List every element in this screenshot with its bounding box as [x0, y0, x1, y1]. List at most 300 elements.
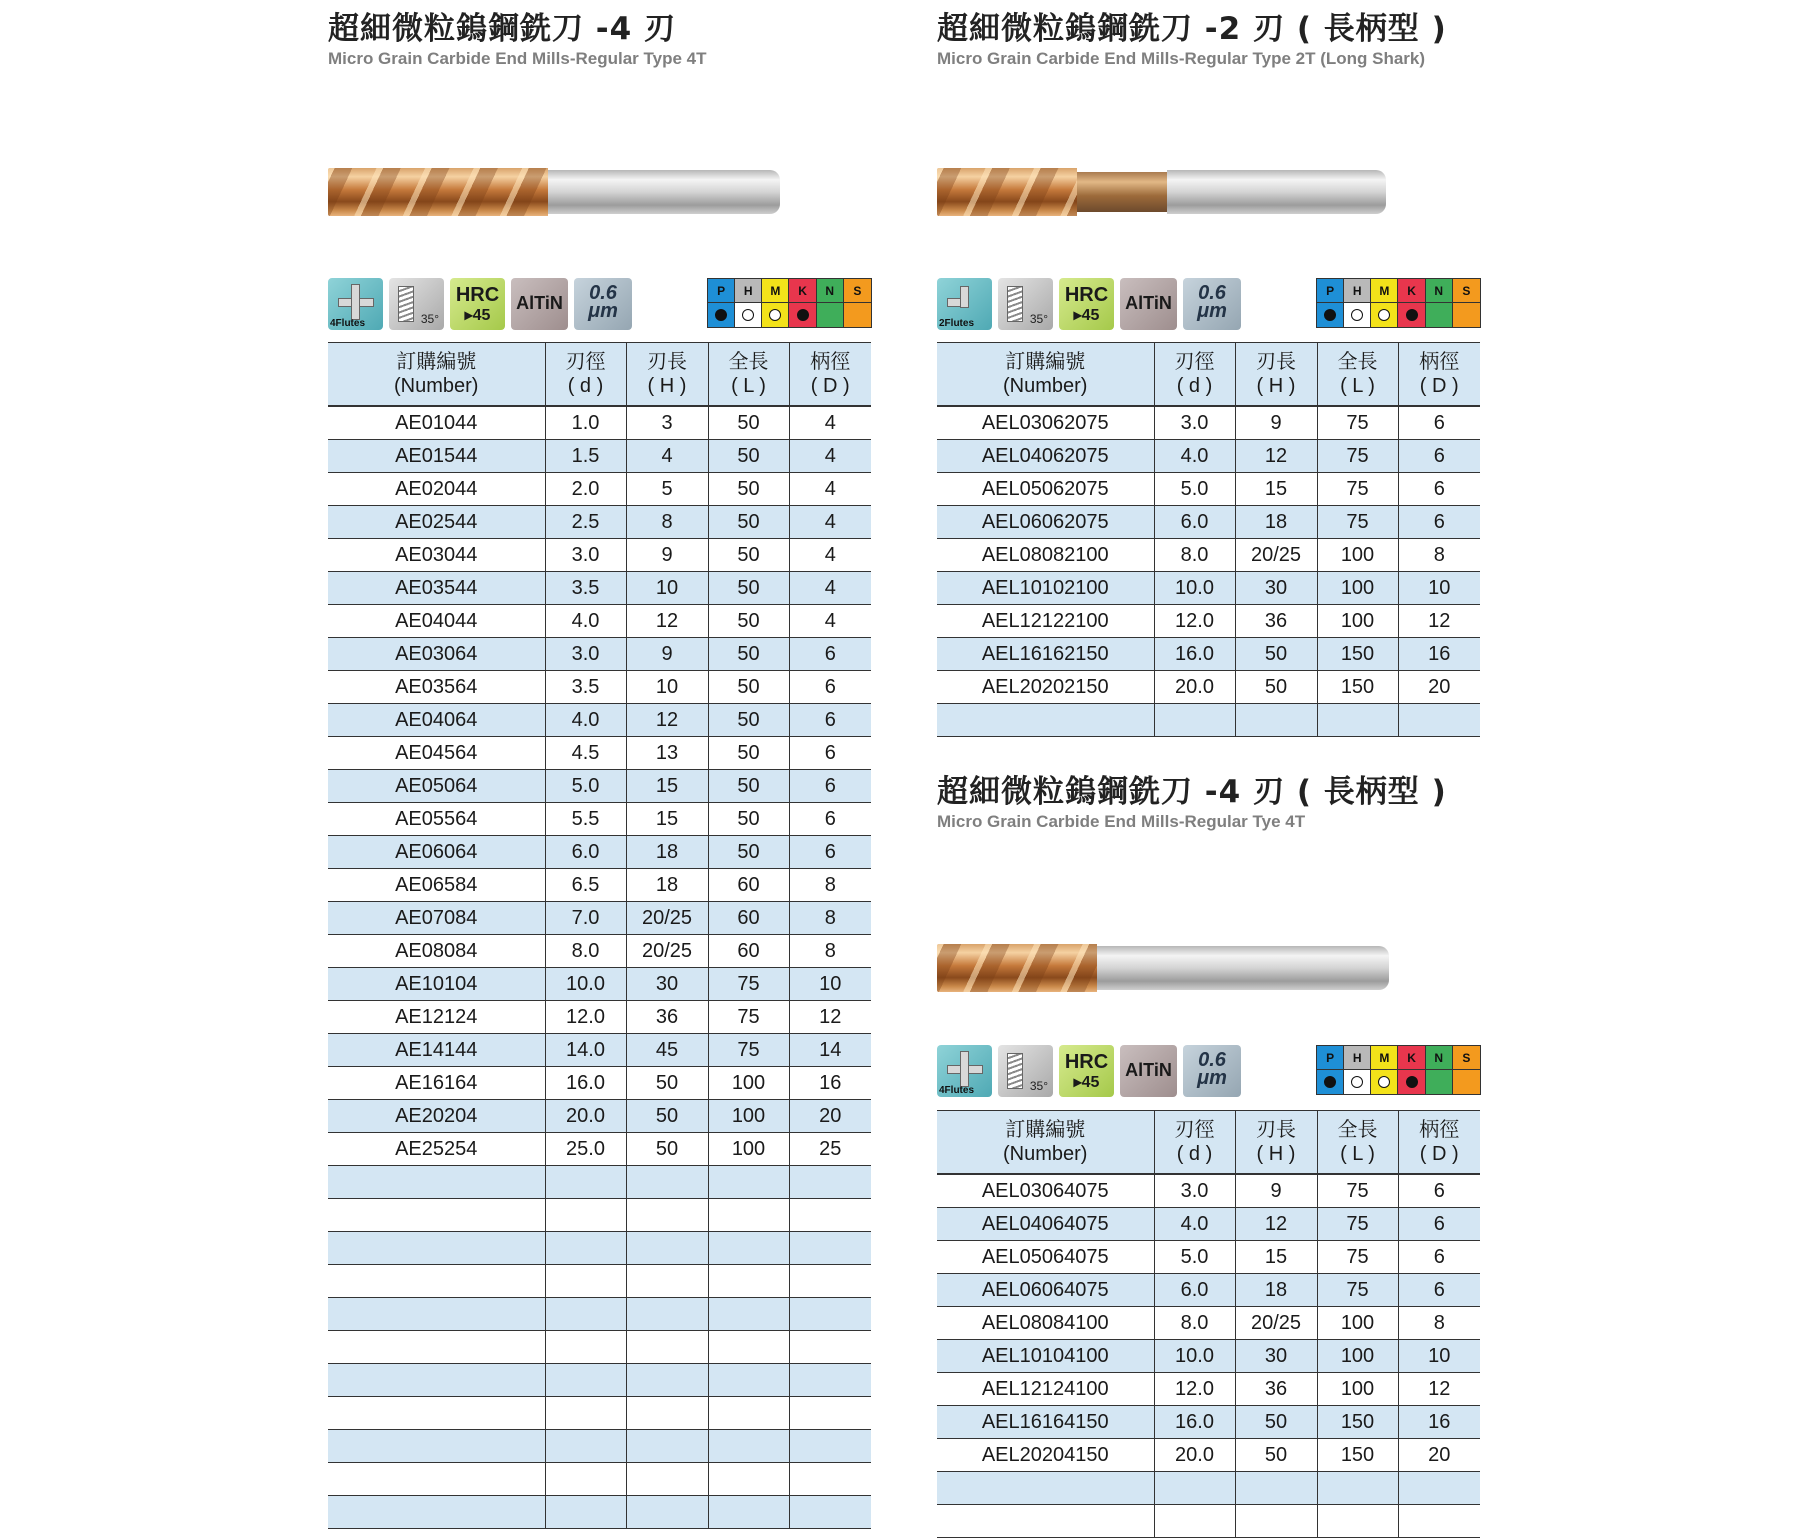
spec-table [937, 342, 1480, 737]
suitable-circle-icon [1378, 1076, 1390, 1088]
cell-number: AE25254 [328, 1133, 545, 1166]
cell-dd: 20 [1398, 671, 1480, 704]
cell-number: AE03044 [328, 539, 545, 572]
recommended-dot-icon [715, 309, 727, 321]
cell-h: 18 [626, 836, 708, 869]
cell-h: 30 [626, 968, 708, 1001]
column-header-l: 全長 ( L ) [708, 343, 789, 407]
material-n-header: N [1426, 1046, 1453, 1070]
cell-dd: 6 [1398, 506, 1480, 539]
cell-h: 50 [1235, 638, 1317, 671]
material-m-header: M [1371, 279, 1398, 303]
cell-number: AEL04064075 [937, 1208, 1154, 1241]
cell-l [708, 1463, 789, 1496]
cell-l: 50 [708, 440, 789, 473]
table-row [937, 440, 1480, 473]
cell-number [328, 1496, 545, 1529]
cell-l: 50 [708, 770, 789, 803]
end-mill-image [328, 168, 780, 216]
cell-h: 50 [1235, 1439, 1317, 1472]
cell-dd [789, 1298, 871, 1331]
cell-l: 75 [708, 1034, 789, 1067]
material-n-header: N [817, 279, 844, 303]
table-row [937, 1307, 1480, 1340]
cell-l: 100 [1317, 1373, 1398, 1406]
section-title: 超細微粒鎢鋼銑刀 -4 刃 ( 長柄型 ) [937, 774, 1447, 810]
material-k-cell [1398, 1070, 1425, 1094]
cell-l: 75 [1317, 1241, 1398, 1274]
hardness-icon: HRC ▸45 [1059, 278, 1114, 330]
cell-l: 50 [708, 539, 789, 572]
cell-dd: 6 [1398, 440, 1480, 473]
cell-number: AEL16162150 [937, 638, 1154, 671]
section-title: 超細微粒鎢鋼銑刀 -2 刃 ( 長柄型 ) [937, 11, 1447, 47]
cell-number: AE16164 [328, 1067, 545, 1100]
cell-d: 10.0 [1154, 1340, 1235, 1373]
table-row [328, 968, 871, 1001]
cell-number: AE05064 [328, 770, 545, 803]
cell-d [1154, 1505, 1235, 1538]
cell-dd [1398, 704, 1480, 737]
cell-h: 36 [626, 1001, 708, 1034]
material-chart [1316, 1045, 1481, 1095]
cell-l [708, 1265, 789, 1298]
cell-d: 6.5 [545, 869, 626, 902]
cell-h [626, 1298, 708, 1331]
cell-number: AEL04062075 [937, 440, 1154, 473]
section-subtitle: Micro Grain Carbide End Mills-Regular Type 4T [328, 49, 707, 68]
cell-h: 50 [1235, 671, 1317, 704]
cell-h [626, 1265, 708, 1298]
material-h-cell [1344, 303, 1371, 327]
table-row [937, 704, 1480, 737]
material-k-cell [789, 303, 816, 327]
cell-dd: 20 [789, 1100, 871, 1133]
material-p-header: P [1317, 279, 1344, 303]
material-p-cell [1317, 303, 1344, 327]
table-row [937, 1373, 1480, 1406]
cell-h: 20/25 [626, 902, 708, 935]
material-h-header: H [1344, 1046, 1371, 1070]
cell-l: 150 [1317, 1439, 1398, 1472]
section-subtitle: Micro Grain Carbide End Mills-Regular Type 2T (Long Shark) [937, 49, 1426, 68]
cell-dd: 10 [789, 968, 871, 1001]
cell-h: 12 [626, 704, 708, 737]
cell-d [545, 1463, 626, 1496]
cell-h: 15 [1235, 1241, 1317, 1274]
cell-d [545, 1430, 626, 1463]
cell-d: 7.0 [545, 902, 626, 935]
cell-d: 8.0 [545, 935, 626, 968]
material-h-header: H [1344, 279, 1371, 303]
cell-number: AEL03064075 [937, 1174, 1154, 1208]
cell-h: 20/25 [1235, 1307, 1317, 1340]
cell-h [626, 1331, 708, 1364]
cell-dd: 6 [789, 638, 871, 671]
cell-h: 50 [1235, 1406, 1317, 1439]
table-row [937, 671, 1480, 704]
material-s-header: S [1453, 279, 1480, 303]
table-row [328, 1298, 871, 1331]
table-row [328, 406, 871, 440]
table-row [328, 704, 871, 737]
cell-dd: 4 [789, 572, 871, 605]
flutes-icon: 4Flutes [328, 278, 383, 330]
section-4t [328, 10, 871, 70]
cell-d: 2.0 [545, 473, 626, 506]
table-header [937, 1111, 1480, 1175]
cell-dd: 20 [1398, 1439, 1480, 1472]
column-header-number: 訂購編號 (Number) [937, 343, 1154, 407]
table-row [328, 605, 871, 638]
suitable-circle-icon [769, 309, 781, 321]
cell-d [545, 1199, 626, 1232]
cell-dd: 8 [789, 935, 871, 968]
cell-d [1154, 704, 1235, 737]
cell-h: 12 [626, 605, 708, 638]
recommended-dot-icon [1324, 1076, 1336, 1088]
recommended-dot-icon [1406, 1076, 1418, 1088]
cell-l: 100 [708, 1100, 789, 1133]
cell-h [626, 1430, 708, 1463]
cell-d: 20.0 [545, 1100, 626, 1133]
cell-h: 36 [1235, 1373, 1317, 1406]
cell-l: 75 [1317, 1174, 1398, 1208]
table-row [328, 1100, 871, 1133]
cell-d: 4.0 [545, 704, 626, 737]
cell-d: 3.0 [1154, 406, 1235, 440]
cell-number [328, 1232, 545, 1265]
helix-angle-icon: 35° [389, 278, 444, 330]
cell-l: 50 [708, 473, 789, 506]
cell-dd [789, 1430, 871, 1463]
cell-d: 16.0 [545, 1067, 626, 1100]
coating-icon: AlTiN [1120, 1045, 1177, 1097]
cell-dd: 6 [1398, 1174, 1480, 1208]
cell-d: 6.0 [545, 836, 626, 869]
table-row [937, 1472, 1480, 1505]
cell-number: AE06064 [328, 836, 545, 869]
cell-l [708, 1298, 789, 1331]
cell-l: 50 [708, 704, 789, 737]
material-h-cell [735, 303, 762, 327]
cell-number: AEL08084100 [937, 1307, 1154, 1340]
cell-dd: 6 [789, 704, 871, 737]
cell-d: 8.0 [1154, 539, 1235, 572]
table-row [937, 539, 1480, 572]
grain-size-icon: 0.6 μm [1183, 1045, 1241, 1097]
cell-dd: 6 [789, 737, 871, 770]
cell-d: 5.0 [545, 770, 626, 803]
cell-number: AE08084 [328, 935, 545, 968]
cell-l: 150 [1317, 671, 1398, 704]
cell-number: AE07084 [328, 902, 545, 935]
cell-number [328, 1430, 545, 1463]
cell-dd: 12 [1398, 1373, 1480, 1406]
material-chart [707, 278, 872, 328]
cell-l: 100 [1317, 605, 1398, 638]
cell-dd: 12 [789, 1001, 871, 1034]
cell-l: 75 [1317, 440, 1398, 473]
cell-l [1317, 1472, 1398, 1505]
cell-l: 100 [708, 1067, 789, 1100]
cell-l: 75 [708, 1001, 789, 1034]
spec-icons [937, 1045, 1482, 1097]
cell-number: AE02044 [328, 473, 545, 506]
cell-d: 3.0 [1154, 1174, 1235, 1208]
cell-number: AE03064 [328, 638, 545, 671]
cell-dd: 4 [789, 440, 871, 473]
cell-dd: 6 [1398, 473, 1480, 506]
table-row [328, 1331, 871, 1364]
cell-h: 13 [626, 737, 708, 770]
cell-h: 18 [1235, 1274, 1317, 1307]
cell-number: AEL20202150 [937, 671, 1154, 704]
cell-dd [1398, 1472, 1480, 1505]
material-n-cell [817, 303, 844, 327]
flutes-icon: 4Flutes [937, 1045, 992, 1097]
column-header-d: 刃徑 ( d ) [545, 343, 626, 407]
table-row [328, 1232, 871, 1265]
cell-d: 5.5 [545, 803, 626, 836]
cell-l: 50 [708, 572, 789, 605]
material-s-cell [1453, 303, 1480, 327]
recommended-dot-icon [797, 309, 809, 321]
cell-h: 15 [626, 803, 708, 836]
cell-dd: 4 [789, 539, 871, 572]
table-row [328, 737, 871, 770]
cell-dd [789, 1166, 871, 1199]
table-row [328, 803, 871, 836]
section-4t-long [937, 773, 1480, 833]
spec-table [937, 1110, 1480, 1538]
cell-dd: 6 [789, 803, 871, 836]
table-row [937, 1274, 1480, 1307]
cell-dd: 8 [1398, 1307, 1480, 1340]
cell-h: 50 [626, 1100, 708, 1133]
table-row [328, 1001, 871, 1034]
cell-l: 50 [708, 638, 789, 671]
cell-number [328, 1166, 545, 1199]
table-row [328, 1496, 871, 1529]
table-row [328, 1397, 871, 1430]
spec-icons [937, 278, 1482, 330]
table-row [328, 836, 871, 869]
cell-number: AE03564 [328, 671, 545, 704]
cell-h: 36 [1235, 605, 1317, 638]
cell-d [545, 1232, 626, 1265]
cell-dd: 10 [1398, 1340, 1480, 1373]
cell-d [545, 1364, 626, 1397]
material-n-header: N [1426, 279, 1453, 303]
coating-icon: AlTiN [511, 278, 568, 330]
cell-h: 8 [626, 506, 708, 539]
table-row [328, 440, 871, 473]
table-row [328, 671, 871, 704]
material-s-cell [1453, 1070, 1480, 1094]
section-2t-long [937, 10, 1480, 70]
material-m-cell [1371, 1070, 1398, 1094]
material-p-header: P [1317, 1046, 1344, 1070]
cell-d [545, 1298, 626, 1331]
cell-dd: 8 [1398, 539, 1480, 572]
cell-d: 12.0 [1154, 605, 1235, 638]
cell-h: 18 [1235, 506, 1317, 539]
cell-d: 4.5 [545, 737, 626, 770]
cell-d: 4.0 [545, 605, 626, 638]
cell-h: 3 [626, 406, 708, 440]
cell-d: 1.5 [545, 440, 626, 473]
cell-l: 100 [1317, 572, 1398, 605]
cell-number: AE05564 [328, 803, 545, 836]
cell-number [937, 1505, 1154, 1538]
cell-number: AE20204 [328, 1100, 545, 1133]
cell-d [545, 1166, 626, 1199]
cell-d: 12.0 [1154, 1373, 1235, 1406]
cell-h [626, 1232, 708, 1265]
flutes-icon: 2Flutes [937, 278, 992, 330]
cell-h [1235, 1472, 1317, 1505]
cell-l: 75 [1317, 506, 1398, 539]
cell-l: 50 [708, 506, 789, 539]
cell-dd: 6 [1398, 1241, 1480, 1274]
column-header-l: 全長 ( L ) [1317, 1111, 1398, 1175]
cell-l: 50 [708, 605, 789, 638]
cell-d: 3.0 [545, 638, 626, 671]
header-row [937, 343, 1480, 407]
cell-number [328, 1463, 545, 1496]
table-row [328, 539, 871, 572]
material-m-cell [762, 303, 789, 327]
cell-dd: 16 [1398, 1406, 1480, 1439]
cell-h [1235, 1505, 1317, 1538]
cell-l [1317, 1505, 1398, 1538]
cell-l [708, 1166, 789, 1199]
cell-dd [1398, 1505, 1480, 1538]
cell-number [937, 704, 1154, 737]
cell-dd: 6 [1398, 406, 1480, 440]
cell-dd: 6 [789, 671, 871, 704]
cell-h: 5 [626, 473, 708, 506]
table-row [328, 1133, 871, 1166]
table-row [328, 869, 871, 902]
table-row [937, 1340, 1480, 1373]
cell-d: 16.0 [1154, 638, 1235, 671]
cell-l: 75 [708, 968, 789, 1001]
cell-number: AEL05062075 [937, 473, 1154, 506]
cell-l: 50 [708, 406, 789, 440]
cell-d: 3.5 [545, 671, 626, 704]
table-row [937, 473, 1480, 506]
cell-dd: 10 [1398, 572, 1480, 605]
cell-d: 3.0 [545, 539, 626, 572]
cell-l [708, 1430, 789, 1463]
grain-size-icon: 0.6 μm [574, 278, 632, 330]
table-row [328, 1034, 871, 1067]
cell-dd: 4 [789, 605, 871, 638]
cell-l: 75 [1317, 473, 1398, 506]
cell-dd [789, 1265, 871, 1298]
cell-h: 10 [626, 572, 708, 605]
cell-h: 12 [1235, 440, 1317, 473]
suitable-circle-icon [1351, 1076, 1363, 1088]
cell-h [626, 1166, 708, 1199]
cell-d: 8.0 [1154, 1307, 1235, 1340]
table-row [328, 1430, 871, 1463]
cell-number: AEL12122100 [937, 605, 1154, 638]
header-row [937, 1111, 1480, 1175]
cell-number [328, 1265, 545, 1298]
cell-dd [789, 1496, 871, 1529]
cell-dd [789, 1463, 871, 1496]
cell-h: 15 [1235, 473, 1317, 506]
cell-number: AE12124 [328, 1001, 545, 1034]
cell-dd: 6 [1398, 1208, 1480, 1241]
material-s-header: S [1453, 1046, 1480, 1070]
cell-h [626, 1364, 708, 1397]
cell-dd: 6 [789, 770, 871, 803]
cell-number: AE04064 [328, 704, 545, 737]
cell-l [708, 1397, 789, 1430]
column-header-d: 刃徑 ( d ) [1154, 343, 1235, 407]
cell-l [708, 1331, 789, 1364]
cell-l: 50 [708, 671, 789, 704]
table-row [937, 1174, 1480, 1208]
cell-number [328, 1298, 545, 1331]
table-row [937, 605, 1480, 638]
grain-size-icon: 0.6 μm [1183, 278, 1241, 330]
cell-h [626, 1199, 708, 1232]
cell-l: 60 [708, 902, 789, 935]
cell-number [328, 1331, 545, 1364]
cell-l: 75 [1317, 1274, 1398, 1307]
cell-d: 16.0 [1154, 1406, 1235, 1439]
cell-h [626, 1463, 708, 1496]
table-row [937, 1505, 1480, 1538]
suitable-circle-icon [1351, 309, 1363, 321]
cell-number: AE04564 [328, 737, 545, 770]
cell-number: AE04044 [328, 605, 545, 638]
cell-h: 18 [626, 869, 708, 902]
cell-h: 9 [1235, 406, 1317, 440]
cell-number: AE06584 [328, 869, 545, 902]
hardness-icon: HRC ▸45 [1059, 1045, 1114, 1097]
cell-number: AEL10102100 [937, 572, 1154, 605]
cell-d: 6.0 [1154, 506, 1235, 539]
spec-icons [328, 278, 873, 330]
cell-dd [789, 1397, 871, 1430]
cell-d [545, 1331, 626, 1364]
cell-d: 12.0 [545, 1001, 626, 1034]
cell-d: 25.0 [545, 1133, 626, 1166]
table-row [328, 1364, 871, 1397]
section-subtitle: Micro Grain Carbide End Mills-Regular Tye 4T [937, 812, 1306, 831]
cell-h: 12 [1235, 1208, 1317, 1241]
cell-number: AEL10104100 [937, 1340, 1154, 1373]
cell-h: 50 [626, 1067, 708, 1100]
cell-h: 9 [1235, 1174, 1317, 1208]
table-row [328, 1199, 871, 1232]
cell-d [545, 1397, 626, 1430]
cell-h [626, 1397, 708, 1430]
cell-number: AE10104 [328, 968, 545, 1001]
cell-l: 50 [708, 836, 789, 869]
table-header [328, 343, 871, 407]
recommended-dot-icon [1324, 309, 1336, 321]
cell-d: 4.0 [1154, 440, 1235, 473]
table-row [328, 638, 871, 671]
cell-dd: 4 [789, 406, 871, 440]
